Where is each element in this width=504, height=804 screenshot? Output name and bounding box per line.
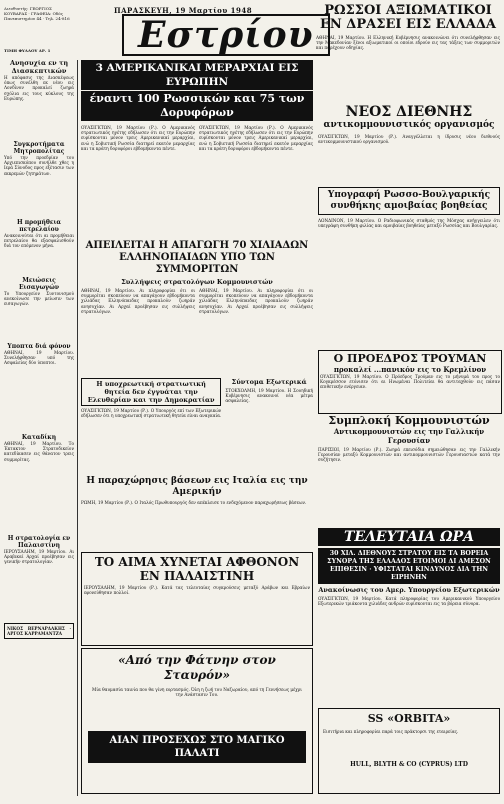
item5-text: ΑΘΗΝΑΙ, 19 Μαρτίου. Συνελήφθησαν υπό της Ασφαλείας δύο ύποπτοι. [4,350,74,366]
center-low-head1: Η υποχρεωτική στρατιωτική θητεία δεν έγγυάται την Ελευθερίαν και την Δημοκρατίαν [81,378,221,406]
truman-article [318,350,502,414]
center-top-text: ΟΥΑΣΙΓΚΤΩΝ, 19 Μαρτίου (Ρ.). Ο Αμερικανός στρατιωτικός ηγέτης εδήλωσεν ότι εις την Ευρώπην ευρίσκονται μόνον τρεις Αμερικανικαί μεραρχίαι, ενώ η Σοβιετική Ρωσσία διατηρεί εκατόν μεραρχίας και τα κράτη δορυφόροι εβδομήκοντα πέντε. [81,125,195,151]
center-mid-subhead: Συλλήψεις στρατολόγων Κομμουνιστών [121,278,273,286]
right-top-headline: ΡΩΣΣΟΙ ΑΞΙΩΜΑΤΙΚΟΙ ΕΝ ΔΡΑΣΕΙ ΕΙΣ ΕΛΛΑΔΑ [319,3,497,32]
center-low-left [81,378,221,472]
newspaper-page [4,4,500,796]
item1-text: Η απόφασις της Διασκέψεως όπως συνέλθη εκ νέου εις Λονδίνον προκαλεί ζωηρά σχόλια εις τους κύκλους της Ευρώπης. [4,75,74,101]
center-top-headline2: έναντι 100 Ρωσσικών και 75 των Δορυφόρων [81,91,313,121]
film-ad-headline: «Από την Φάτνην στον Σταυρόν» [118,653,276,682]
film-ad-venue: ΑΙΑΝ ΠΡΟΣΕΧΩΣ ΣΤΟ ΜΑΓΙΚΟ ΠΑΛΑΤΙ [88,731,306,763]
communists-headline2: Αντικομμουνιστών εις την Γαλλικήν Γερουσίαν [333,427,485,445]
right-top-article [316,4,500,55]
item4-headline: Μειώσεις Εισαγωγών [18,277,60,291]
newspaper-title [122,14,330,56]
item6-text: ΑΘΗΝΑΙ, 19 Μαρτίου. Το Έκτακτον Στρατοδικείον κατεδίκασεν εις θάνατον τρεις συμμορίτας. [4,441,74,462]
center-mid-headline1: ΑΠΕΙΛΕΙΤΑΙ Η ΑΠΑΓΩΓΗ 70 ΧΙΛΙΑΔΩΝ [85,240,309,251]
center-low-text3: ΡΩΜΗ, 19 Μαρτίου (Ρ.). Ο Ιταλός Πρωθυπουργός δεν απέκλεισε το ενδεχόμενον παραχωρήσεως βάσεων. [81,500,307,505]
item7-headline: Η στρατολογία εν Παλαιστίνη [7,535,71,549]
center-mid-headline2: ΕΛΛΗΝΟΠΑΙΔΩΝ ΥΠΟ ΤΩΝ ΣΥΜΜΟΡΙΤΩΝ [119,252,275,275]
item5-headline: Υποπτα διά φόνον [7,343,71,350]
truman-headline2: προκαλεί ...πανικόν εις το Κρεμλίνον [333,365,487,374]
item7-text: ΙΕΡΟΥΣΑΛΗΜ, 19 Μαρτίου. Αι Αραβικαί Αρχαί προέβησαν εις γενικήν στρατολογίαν. [4,549,74,565]
last-hour-subhead: Ανακοίνωσις του Αμερ. Υπουργείου Εξωτερικών [318,586,500,594]
ship-ad [318,708,500,794]
center-low-text1: ΟΥΑΣΙΓΚΤΩΝ, 19 Μαρτίου (Ρ.). Ο Υπουργός επί των Εξωτερικών εδήλωσεν ότι η υποχρεωτική στρατιωτική θητεία είναι αναγκαία. [81,408,222,419]
communists-text: ΠΑΡΙΣΙΟΙ, 19 Μαρτίου (Ρ.). Ζωηρά επεισόδια σημειώθησαν εις την Γαλλικήν Γερουσίαν μεταξύ Κομμουνιστών και αντικομμουνιστών Γερουσιαστών κατά την συζήτησιν. [318,447,500,463]
item2-headline: Συγκροτήματα Μητροπολίτας [13,141,65,155]
center-mid-text-cont: ΑΘΗΝΑΙ, 19 Μαρτίου. Αι πληροφορίαι ότι οι συμμορίται σκοπεύουν να απαγάγουν εβδομήκοντα χιλιάδας Ελληνόπαιδας προκαλούν ζωηράν ανησυχίαν. Αι Αρχαί προέβησαν εις συλλήψεις στρατολόγων. [199,288,313,314]
right-mid-headline1: ΝΕΟΣ ΔΙΕΘΝΗΣ [345,104,473,120]
right-top-text: ΑΘΗΝΑΙ, 19 Μαρτίου. Η Ελληνική Κυβέρνησις ανακοινώνει ότι συνελήφθησαν εις την Μακεδονίαν ξένοι αξιωματικοί οι οποίοι εδρούν εις τας τάξεις των συμμοριτών και παρέχουν οδηγίας. [316,35,500,51]
right-mid-headline2: αντικομμουνιστικός οργανισμός [323,120,495,130]
center-top-headline1: 3 ΑΜΕΡΙΚΑΝΙΚΑΙ ΜΕΡΑΡΧΙΑΙ ΕΙΣ ΕΥΡΩΠΗΝ [81,60,313,90]
center-top-text-cont: ΟΥΑΣΙΓΚΤΩΝ, 19 Μαρτίου (Ρ.). Ο Αμερικανός στρατιωτικός ηγέτης εδήλωσεν ότι εις την Ευρώπην ευρίσκονται μόνον τρεις Αμερικανικαί μεραρχίαι, ενώ η Σοβιετική Ρωσσία διατηρεί εκατόν μεραρχίας και τα κράτη δορυφόροι εβδομήκοντα πέντε. [199,125,313,151]
title-text: Εστρίου [122,14,330,56]
masthead-info: Διευθυντής: ΓΕΩΡΓΙΟΣ ΚΟΥΒΑΡΑΣ · ΓΡΑΦΕΙΑ: Οδός Πανεπιστημίου 44 · Τηλ. 24-816 [4,6,70,21]
last-hour-title: ΤΕΛΕΥΤΑΙΑ ΩΡΑ [318,528,500,546]
right-mid-text2: ΛΟΝΔΙΝΟΝ, 19 Μαρτίου. Ο Ραδιοφωνικός σταθμός της Μόσχας ανήγγειλεν ότι υπεγράφη συνθήκη φιλίας και αμοιβαίας βοηθείας μεταξύ Ρωσσίας και Βουλγαρίας. [318,218,500,229]
palestine-text: ΙΕΡΟΥΣΑΛΗΜ, 19 Μαρτίου (Ρ.). Κατά τας τελευταίας συγκρούσεις μεταξύ Αράβων και Εβραίων εφονεύθησαν πολλοί. [84,585,310,596]
communists-headline1: Συμπλοκή Κομμουνιστών [328,414,490,427]
left-footer-ad: ΝΙΚΟΣ ΒΕΡΝΑΡΔΑΚΗΣ · ΑΡΓΟΣ ΚΑΡΡΑΜΑΝΤΖΑ [4,623,74,639]
item6-headline: Καταδίκη [21,434,57,441]
center-mid-text: ΑΘΗΝΑΙ, 19 Μαρτίου. Αι πληροφορίαι ότι οι συμμορίται σκοπεύουν να απαγάγουν εβδομήκοντα χιλιάδας Ελληνόπαιδας προκαλούν ζωηράν ανησυχίαν. Αι Αρχαί προέβησαν εις συλλήψεις στρατολόγων. [81,288,195,314]
left-column [4,60,74,796]
palestine-headline: ΤΟ ΑΙΜΑ ΧΥΝΕΤΑΙ ΑΦΘΟΝΟΝ ΕΝ ΠΑΛΑΙΣΤΙΝΗ [94,555,300,583]
ship-ad-headline: SS «ORBITA» [367,712,451,725]
ship-ad-agent: HULL, BLYTH & CO (CYPRUS) LTD [350,761,468,768]
center-low-right [225,378,313,472]
center-top-body [81,125,313,236]
center-low-text2: ΣΤΟΚΧΟΛΜΗ, 19 Μαρτίου. Η Σουηδική Κυβέρνησις ανακοινοί νέα μέτρα ασφαλείας. [225,388,313,404]
center-low-articles [81,378,313,548]
film-ad [81,648,313,794]
last-hour-box [318,528,500,704]
center-low-head2: Σύντομα Εξωτερικά [231,378,307,386]
item1-headline: Ανησυχία εν τη Διασκεπτικών [9,60,69,75]
last-hour-text: ΟΥΑΣΙΓΚΤΩΝ, 19 Μαρτίου. Κατά πληροφορίας του Αμερικανικού Υπουργείου Εξωτερικών τριάκοντα χιλιάδες ανδρών ευρίσκονται εις τα βόρεια σύνορα. [318,596,500,607]
item2-text: Υπό την προεδρίαν του Αρχιεπισκόπου συνήλθε χθες η Ιερά Σύνοδος προς εξέτασιν των εκκρεμών ζητημάτων. [4,155,74,176]
item4-text: Το Υπουργείον Συντονισμού ανεκοίνωσε την μείωσιν των εισαγωγών. [4,291,74,307]
center-top-article [81,60,313,236]
film-ad-text: Μία θαυμασία ταινία που θα γίνη εορτασμός. Όλη η ζωή του Ναζωραίου, από τη Γεννήσεως μέχρι την Ανάστασιν Του. [92,687,302,698]
communists-article [318,414,500,524]
truman-headline1: Ο ΠΡΟΕΔΡΟΣ ΤΡΟΥΜΑΝ [333,352,487,365]
center-mid-body [81,288,313,374]
column-divider [77,60,78,796]
masthead [4,4,500,56]
center-low-head3: Η παραχώρησις βάσεων εις Ιταλία εις την Αμερικήν [86,476,308,497]
right-mid-headline3: Υπογραφή Ρωσσο-Βουλγαρικής συνθήκης αμοιβαίας βοηθείας [318,187,500,215]
palestine-article [81,552,313,646]
ship-ad-text: Εισιτήρια και πληροφορίαι παρά τοις πράκτορσι της εταιρείας. [323,729,459,734]
right-mid-text1: ΟΥΑΣΙΓΚΤΩΝ, 19 Μαρτίου (Ρ.). Αναγγέλλεται η ίδρυσις νέου διεθνούς αντικομμουνιστικού οργανισμού. [318,134,500,145]
center-low-row [81,378,313,472]
item3-text: Ανακοινούται ότι αι προμήθειαι πετρελαίου θα εξασφαλισθούν διά τον επόμενον μήνα. [4,233,74,249]
date-line: ΠΑΡΑΣΚΕΥΗ, 19 Μαρτίου 1948 [114,6,253,15]
right-mid-articles [318,104,500,344]
item3-headline: Η προμήθεια πετρελαίου [16,219,62,233]
last-hour-banner: 30 ΧΙΛ. ΔΙΕΘΝΟΥΣ ΣΤΡΑΤΟΥ ΕΙΣ ΤΑ ΒΟΡΕΙΑ ΣΥΝΟΡΑ ΤΗΣ ΕΛΛΑΔΟΣ ΕΤΟΙΜΟΙ ΔΙ ΑΜΕΣΟΝ ΕΠΙΘΕΣΙΝ · ΥΦΙΣΤΑΤΑΙ ΚΙΝΔΥΝΟΣ ΔΙΑ ΤΗΝ ΕΙΡΗΝΗΝ [318,548,500,584]
truman-text: ΟΥΑΣΙΓΚΤΩΝ, 19 Μαρτίου. Ο Πρόεδρος Τρούμαν εις το μήνυμά του προς το Κογκρέσσον ετόνισεν ότι αι Ηνωμέναι Πολιτείαι θα αντιταχθούν εις πάσαν επιθετικήν ενέργειαν. [320,374,500,390]
center-mid-article [81,240,313,374]
price: ΤΙΜΗ ΦΥΛΛΟΥ ΔΡ. 1 [4,48,51,53]
